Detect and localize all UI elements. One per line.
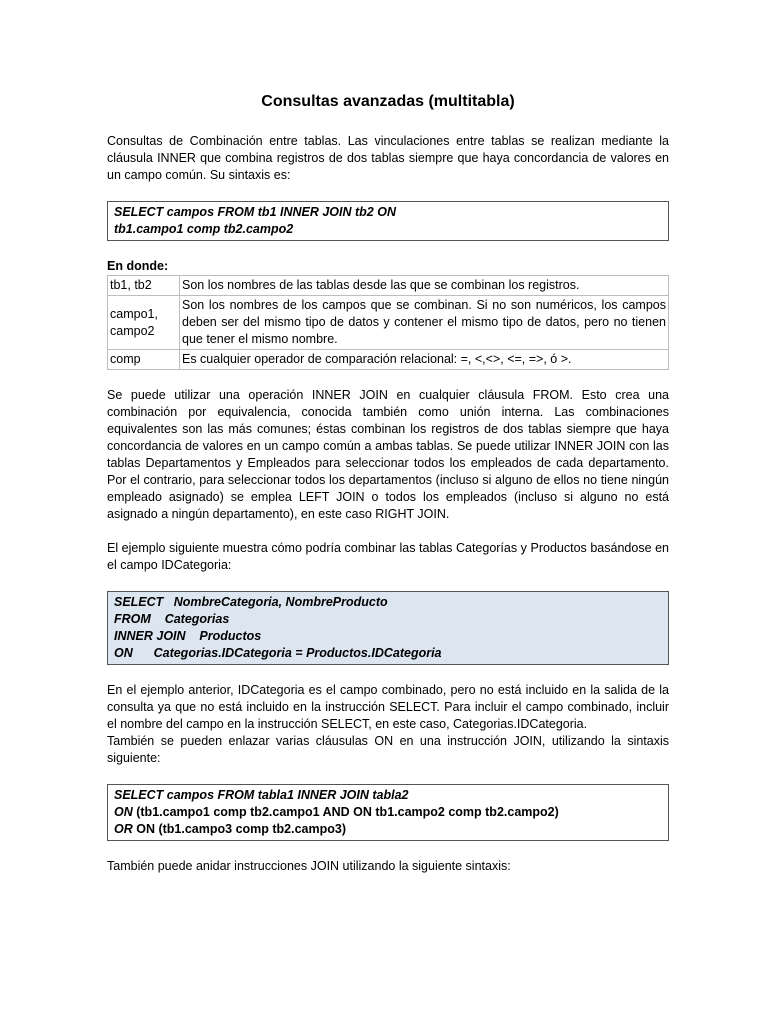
multiple-on-paragraph: También se pueden enlazar varias cláusulas ON en una instrucción JOIN, utilizando la sintaxis siguiente: [107,734,669,765]
syntax-line [114,821,662,838]
definition-desc: Son los nombres de los campos que se combinan. Si no son numéricos, los campos deben ser del mismo tipo de datos y contener el mismo tipo de datos, pero no tienen que tener el mismo nombre. [180,296,669,350]
inner-join-explanation-paragraph: Se puede utilizar una operación INNER JOIN en cualquier cláusula FROM. Esto crea una combinación por equivalencia, conocida también como unión interna. Las combinaciones equivalentes son las más comunes; éstas combinan los registros de dos tablas siempre que haya concordancia de valores en un campo común a ambas tablas. Se puede utilizar INNER JOIN con las tablas Departamentos y Empleados para seleccionar todos los empleados de cada departamento. Por el contrario, para seleccionar todos los departamentos (incluso si alguno de ellos no tiene ningún empleado asignado) se emplea LEFT JOIN o todos los empleados (incluso si alguno no está asignado a ningún departamento), en este caso RIGHT JOIN. [107,388,669,521]
syntax-expression: (tb1.campo1 comp tb2.campo1 AND ON tb1.campo2 comp tb2.campo2) [136,805,559,819]
example-query-box [107,591,669,665]
syntax-line: SELECT campos FROM tb1 INNER JOIN tb2 ON [114,205,396,219]
syntax-line: SELECT campos FROM tabla1 INNER JOIN tabla2 [114,788,409,802]
example-line: ON Categorias.IDCategoria = Productos.IDCategoria [114,646,442,660]
syntax-line [114,804,662,821]
example-line: INNER JOIN Productos [114,629,262,643]
multiple-on-syntax-box [107,784,669,841]
table-row [108,296,669,350]
definition-term: tb1, tb2 [108,276,180,296]
en-donde-label: En donde: [107,259,169,273]
example-explanation-paragraph: En el ejemplo anterior, IDCategoria es el campo combinado, pero no está incluido en la salida de la consulta ya que no está incluido en la instrucción SELECT. Para incluir el campo combinado, incluir el nombre del campo en la instrucción SELECT, en este caso, Categorias.IDCategoria. [107,683,669,731]
definition-desc: Son los nombres de las tablas desde las que se combinan los registros. [180,276,669,296]
page-title: Consultas avanzadas (multitabla) [261,93,515,110]
or-keyword: OR [114,822,133,836]
table-row [108,276,669,296]
definitions-table [107,275,669,370]
document-content [107,92,669,875]
definition-desc: Es cualquier operador de comparación relacional: =, <,<>, <=, =>, ó >. [180,350,669,370]
definition-term: campo1, campo2 [108,296,180,350]
table-row [108,350,669,370]
intro-paragraph: Consultas de Combinación entre tablas. Las vinculaciones entre tablas se realizan mediante la cláusula INNER que combina registros de dos tablas siempre que haya concordancia de valores en un campo común. Su sintaxis es: [107,134,669,182]
inner-join-syntax-box [107,201,669,241]
on-keyword: ON [136,822,155,836]
on-keyword: ON [114,805,133,819]
syntax-line: tb1.campo1 comp tb2.campo2 [114,222,294,236]
example-line: FROM Categorias [114,612,230,626]
nested-join-paragraph: También puede anidar instrucciones JOIN utilizando la siguiente sintaxis: [107,859,511,873]
syntax-expression: (tb1.campo3 comp tb2.campo3) [158,822,347,836]
definition-term: comp [108,350,180,370]
example-line: SELECT NombreCategoria, NombreProducto [114,595,388,609]
example-intro-paragraph: El ejemplo siguiente muestra cómo podría combinar las tablas Categorías y Productos basándose en el campo IDCategoria: [107,541,669,572]
